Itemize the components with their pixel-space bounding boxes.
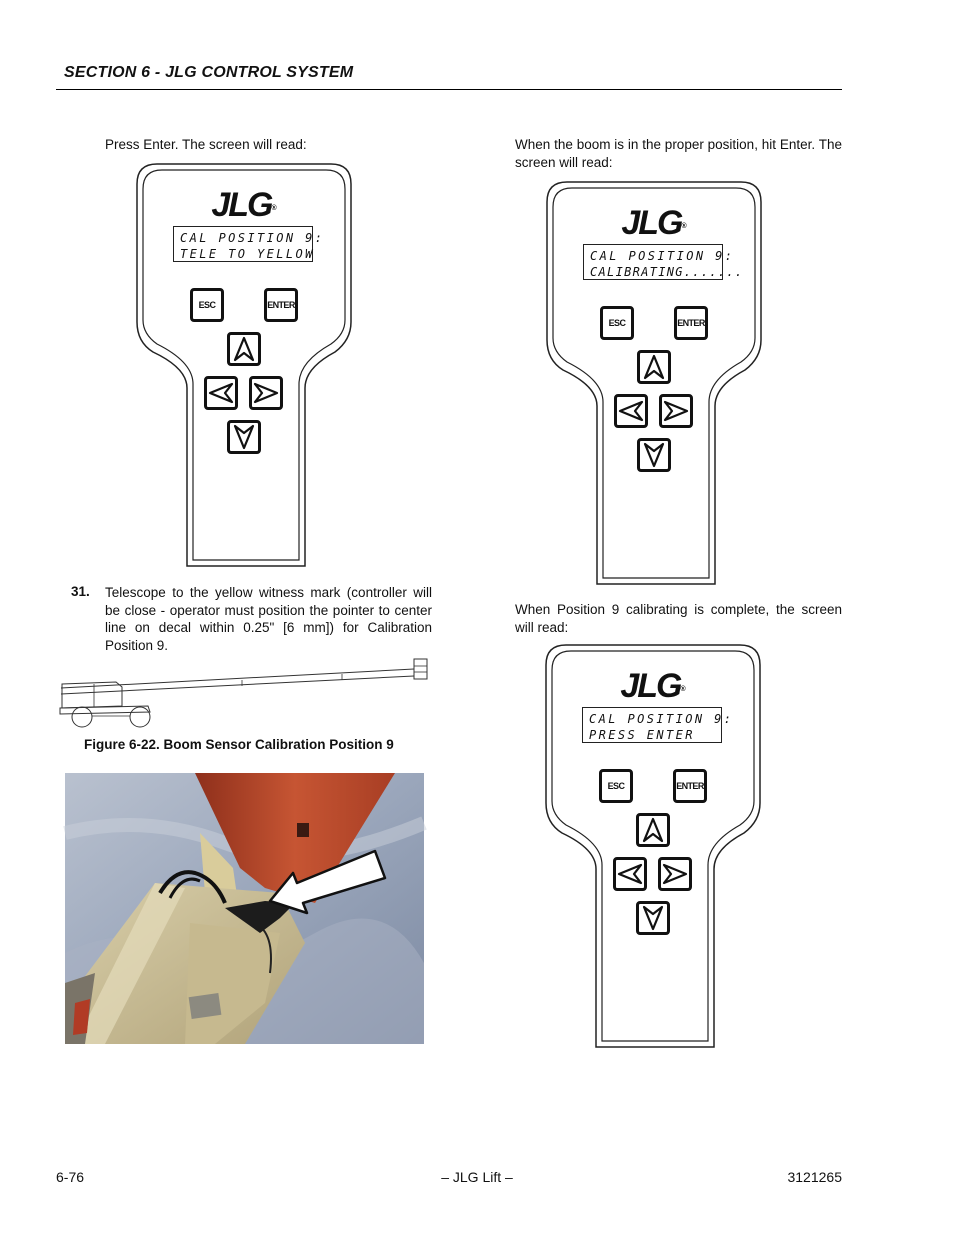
left-arrow-button[interactable] [614, 394, 648, 428]
up-arrow-button[interactable] [227, 332, 261, 366]
doc-number: 3121265 [787, 1169, 842, 1185]
figure-caption: Figure 6-22. Boom Sensor Calibration Position 9 [84, 737, 394, 752]
right-arrow-button[interactable] [249, 376, 283, 410]
right-arrow-button[interactable] [659, 394, 693, 428]
right-arrow-icon [253, 382, 279, 404]
jlg-logo: JLG® [620, 667, 686, 705]
esc-button[interactable]: ESC [190, 288, 224, 322]
up-arrow-icon [233, 336, 255, 362]
page-number: 6-76 [56, 1169, 85, 1185]
footer-center: – JLG Lift – [441, 1169, 513, 1185]
down-arrow-icon [233, 424, 255, 450]
header-rule [56, 89, 842, 90]
enter-button[interactable]: ENTER [264, 288, 298, 322]
controller-2 [545, 180, 763, 586]
lcd-screen [173, 226, 325, 262]
up-arrow-icon [642, 817, 664, 843]
down-arrow-button[interactable] [636, 901, 670, 935]
controller-3 [544, 643, 762, 1049]
up-arrow-icon [643, 354, 665, 380]
boom-photo [65, 773, 424, 1044]
step-text: Telescope to the yellow witness mark (controller will be close - operator must position the pointer to center line on decal within 0.25" [6 mm]) for Calibration Position 9. [105, 585, 432, 653]
lcd-line-2: CALIBRATING....... [590, 265, 744, 279]
left-arrow-icon [617, 863, 643, 885]
step-number: 31. [71, 584, 90, 599]
up-arrow-button[interactable] [637, 350, 671, 384]
left-arrow-button[interactable] [204, 376, 238, 410]
esc-button[interactable]: ESC [599, 769, 633, 803]
lcd-screen [582, 707, 734, 743]
lcd-screen [583, 244, 744, 280]
right-arrow-icon [663, 400, 689, 422]
lcd-line-1: CAL POSITION 9: [590, 249, 735, 263]
boom-line-drawing [56, 654, 436, 730]
enter-button[interactable]: ENTER [673, 769, 707, 803]
lcd-line-2: TELE TO YELLOW [180, 247, 315, 261]
boom-sensor-photo-image [65, 773, 424, 1044]
down-arrow-button[interactable] [227, 420, 261, 454]
right-arrow-button[interactable] [658, 857, 692, 891]
lcd-line-2: PRESS ENTER [589, 728, 695, 742]
section-title: SECTION 6 - JLG CONTROL SYSTEM [64, 64, 354, 81]
enter-button[interactable]: ENTER [674, 306, 708, 340]
lcd-line-1: CAL POSITION 9: [180, 231, 325, 245]
right-intro-1: When the boom is in the proper position, hit Enter. The screen will read: [515, 137, 842, 170]
left-arrow-icon [618, 400, 644, 422]
left-arrow-icon [208, 382, 234, 404]
down-arrow-button[interactable] [637, 438, 671, 472]
left-arrow-button[interactable] [613, 857, 647, 891]
jlg-logo: JLG® [211, 186, 277, 224]
lcd-line-1: CAL POSITION 9: [589, 712, 734, 726]
up-arrow-button[interactable] [636, 813, 670, 847]
right-intro-2: When Position 9 calibrating is complete, the screen will read: [515, 602, 842, 635]
jlg-logo: JLG® [621, 204, 687, 242]
esc-button[interactable]: ESC [600, 306, 634, 340]
down-arrow-icon [643, 442, 665, 468]
down-arrow-icon [642, 905, 664, 931]
left-intro-text: Press Enter. The screen will read: [105, 137, 307, 152]
right-arrow-icon [662, 863, 688, 885]
controller-1 [135, 162, 353, 568]
